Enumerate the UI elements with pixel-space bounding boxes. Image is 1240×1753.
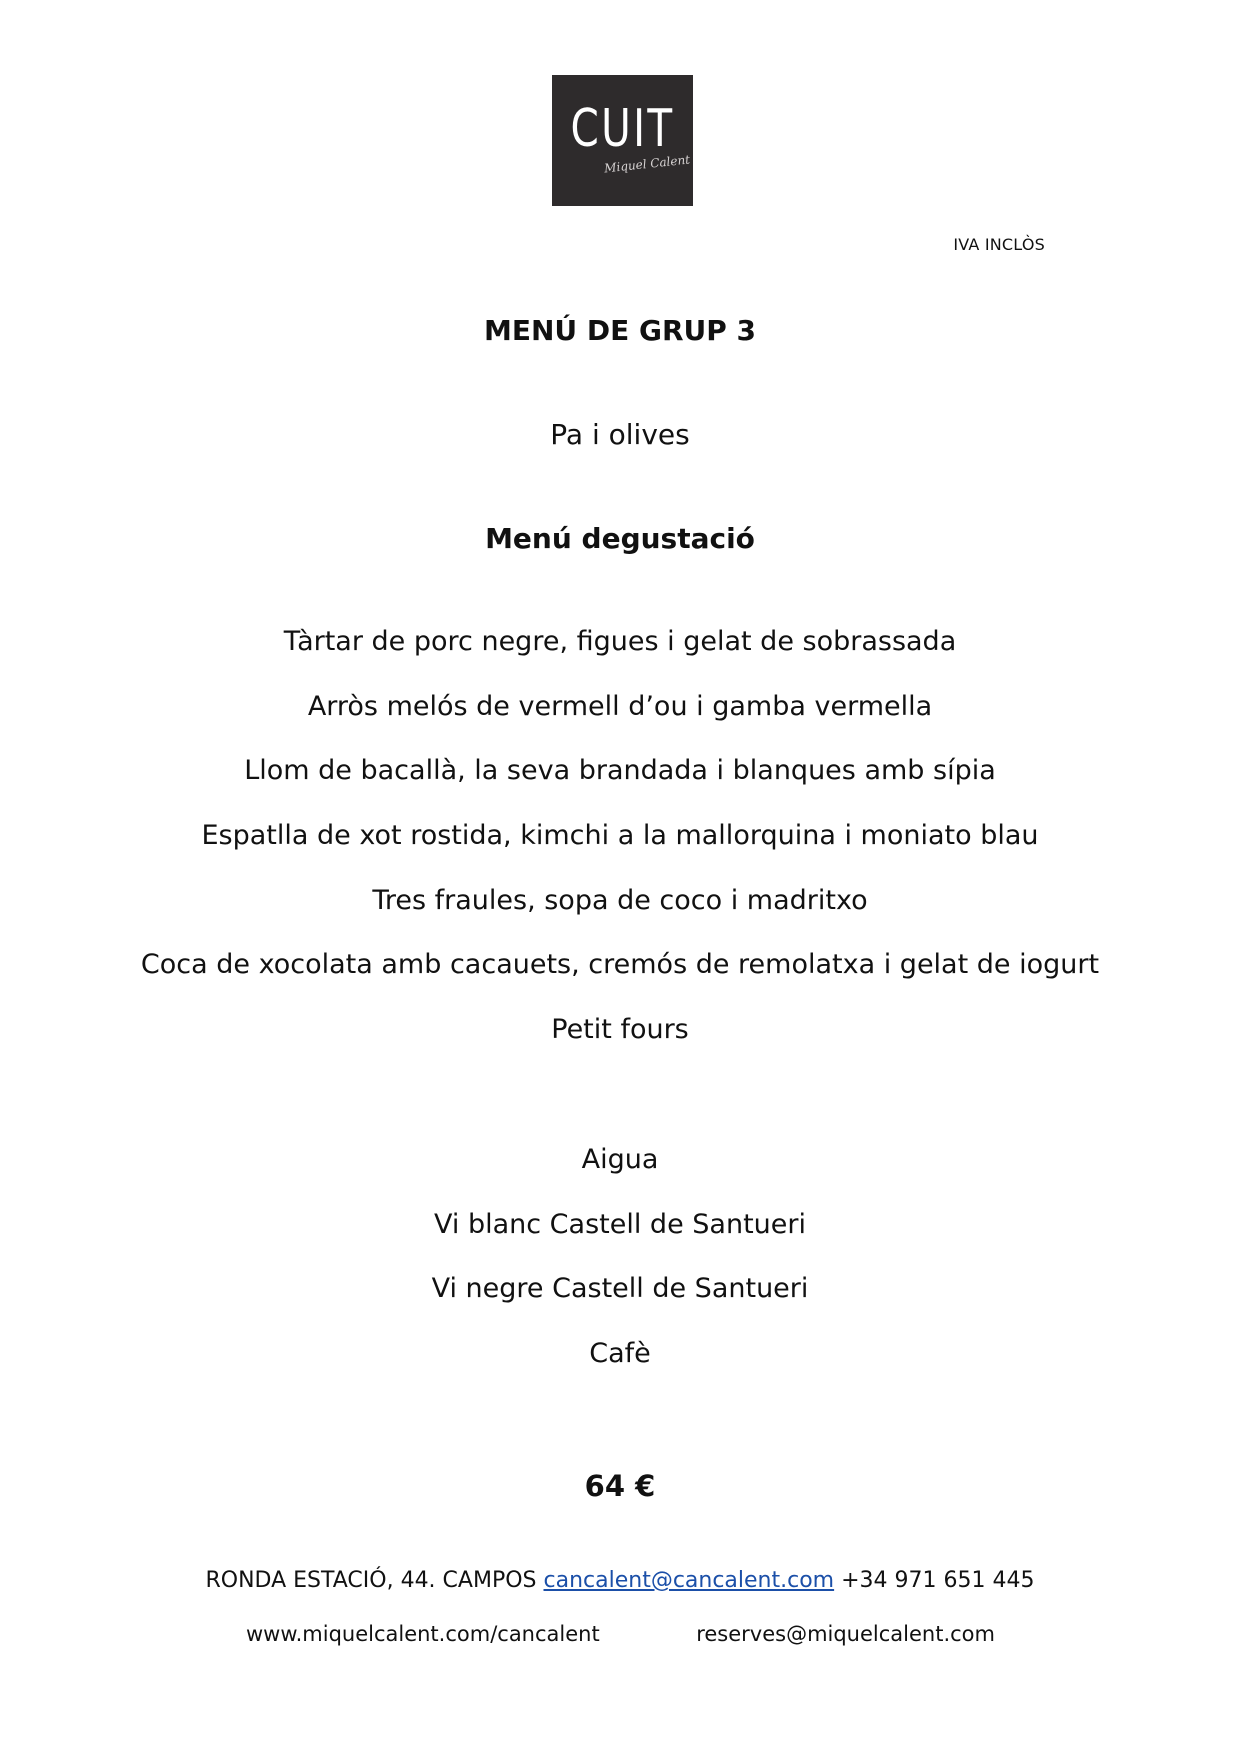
logo-brand-text: CUIT: [570, 99, 675, 159]
contact-line: [0, 1568, 1240, 1593]
tax-note: IVA INCLÒS: [953, 235, 1045, 254]
dish-item: Tàrtar de porc negre, figues i gelat de sobrassada: [283, 626, 957, 657]
dish-list: [0, 626, 1240, 1079]
reservations-email: reserves@miquelcalent.com: [696, 1622, 995, 1646]
drink-item: Vi negre Castell de Santueri: [431, 1273, 809, 1305]
dish-item: Espatlla de xot rostida, kimchi a la mallorquina i moniato blau: [201, 820, 1039, 852]
dish-item: Arròs melós de vermell d’ou i gamba vermella: [307, 690, 933, 722]
logo-signature: Miquel Calent: [603, 152, 691, 176]
menu-price: 64 €: [584, 1469, 656, 1503]
phone-number: +34 971 651 445: [841, 1568, 1035, 1593]
drink-item: Aigua: [581, 1144, 659, 1175]
drink-list: [0, 1144, 1240, 1403]
dish-item: Coca de xocolata amb cacauets, cremós de remolatxa i gelat de iogurt: [140, 949, 1100, 981]
dish-item: Tres fraules, sopa de coco i madritxo: [372, 884, 868, 916]
website-text: www.miquelcalent.com/cancalent: [246, 1622, 600, 1646]
dish-item: Llom de bacallà, la seva brandada i blanques amb sípia: [244, 755, 996, 787]
tasting-menu-heading: Menú degustació: [485, 522, 755, 555]
dish-item: Petit fours: [551, 1014, 689, 1046]
drink-item: Vi blanc Castell de Santueri: [434, 1208, 806, 1240]
contact-email-link[interactable]: cancalent@cancalent.com: [543, 1568, 835, 1593]
drink-item: Cafè: [589, 1338, 651, 1370]
menu-title: MENÚ DE GRUP 3: [483, 314, 757, 347]
starter-item: Pa i olives: [550, 418, 690, 451]
address-text: RONDA ESTACIÓ, 44. CAMPOS: [205, 1568, 537, 1593]
restaurant-logo: [552, 75, 693, 206]
